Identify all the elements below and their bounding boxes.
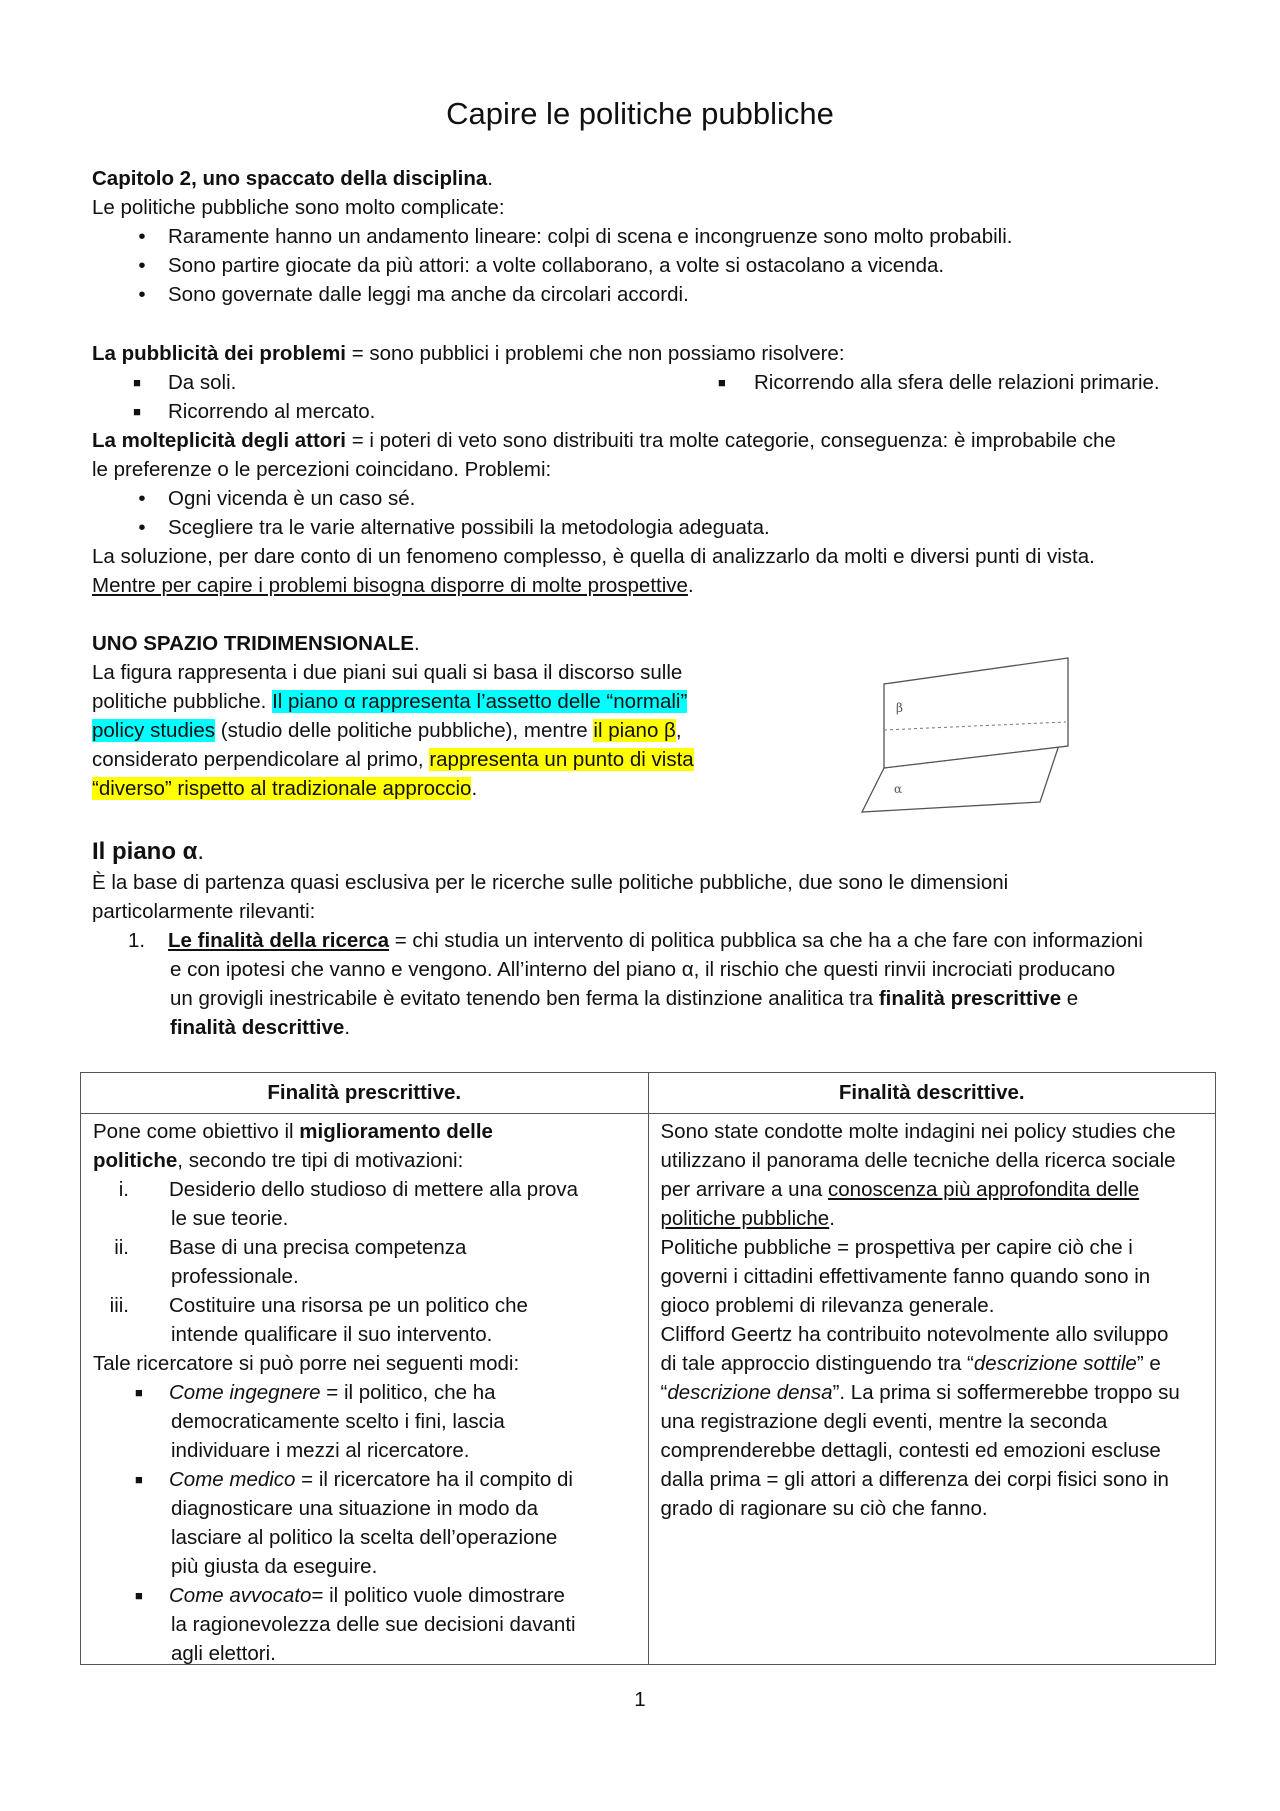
numbered-item-cont: e con ipotesi che vanno e vengono. All’interno del piano α, il rischio che questi rinvii incrociati producano: [170, 958, 1116, 981]
numbered-item-cont: un grovigli inestricabile è evitato tenendo ben ferma la distinzione analitica tra finalità prescrittive e: [170, 987, 1079, 1010]
header-descrittive: Finalità descrittive.: [648, 1073, 1216, 1114]
molteplicita-definition-cont: le preferenze o le percezioni coincidano. Problemi:: [92, 458, 552, 481]
table-row: [81, 1114, 1216, 1665]
document-page: Capire le politiche pubbliche Capitolo 2, uno spaccato della disciplina. Le politiche pubbliche sono molto complicate: • Raramente hanno un andamento lineare: colpi di scena e incongruenze sono molto probabili. • Sono partire giocate da più attori: a volte collaborano, a volte si ostacolano a vicenda. • Sono governate dalle leggi ma anche da circolari accordi. La pubblicità dei problemi = sono pubblici i problemi che non possiamo risolvere: ■ Da soli. ■ Ricorrendo alla sfera delle relazioni primarie. ■ Ricorrendo al mercato. La molteplicità degli attori = i poteri di veto sono distribuiti tra molte categorie, conseguenza: è improbabile che le preferenze o le percezioni coincidano. Problemi: • Ogni vicenda è un caso sé. • Scegliere tra le varie alternative possibili la metodologia adeguata. La soluzione, per dare conto di un fenomeno complesso, è quella di analizzarlo da molti e diversi punti di vista. Mentre per capire i problemi bisogna disporre di molte prospettive. UNO SPAZIO TRIDIMENSIONALE. La figura rappresenta i due piani sui quali si basa il discorso sulle politiche pubbliche. Il piano α rappresenta l’assetto delle “normali” policy studies (studio delle politiche pubbliche), mentre il piano β, considerato perpendicolare al primo, rappresenta un punto di vista “diverso” rispetto al tradizionale approccio. β α Il piano α. È la base di partenza quasi esclusiva per le ricerche sulle politiche pubbliche, due sono le dimensioni particolarmente rilevanti: 1. Le finalità della ricerca = chi studia un intervento di politica pubblica sa che ha a che fare con informazioni e con ipotesi che vanno e vengono. All’interno del piano α, il rischio che questi rinvii incrociati producano un grovigli inestricabile è evitato tenendo ben ferma la distinzione analitica tra finalità prescrittive e finalità descrittive. Finalità prescrittive. Finalità descrittive. Pone come obiettivo il miglioramento delle politiche, secondo tre tipi di motivazioni: i. Desiderio dello studioso di mettere alla prova le sue teorie. ii. Base di una precisa competenza professionale. iii. Costituire una risorsa pe un politico che intende qualificare il suo intervento. Tale ricercatore si può porre nei seguenti modi: ■ Come ingegnere = il politico, che ha democraticamente scelto i fini, lascia individuare i mezzi al ricercatore. ■ Come medico = il ricercatore ha il compito di diagnosticare una situazione in modo da lasciare al politico la scelta dell’operazione più giusta da eseguire. ■ Come avvocato= il politico vuole dimostrare la ragionevolezza delle sue decisioni davanti agli elettori. Sono state condotte molte indagini nei policy studies che utilizzano il panorama delle tecniche della ricerca sociale per arrivare a una conoscenza più approfondita delle politiche pubbliche. Politiche pubbliche = prospettiva per capire ciò che i governi i cittadini effettivamente fanno quando sono in gioco problemi di rilevanza generale. Clifford Geertz ha contribuito notevolmente allo sviluppo di tale approccio distinguendo tra “descrizione sottile” e “descrizione densa”. La prima si soffermerebbe troppo su una registrazione degli eventi, mentre la seconda comprenderebbe dettagli, contesti ed emozioni escluse dalla prima = gli attori a differenza dei corpi fisici sono in grado di ragionare su ciò che fanno. 1: [0, 0, 1280, 1811]
table-header-row: [81, 1073, 1216, 1114]
page-number: 1: [634, 1688, 646, 1711]
piano-alpha-text: È la base di partenza quasi esclusiva per le ricerche sulle politiche pubbliche, due sono le dimensioni: [92, 871, 1009, 894]
molteplicita-underlined: Mentre per capire i problemi bisogna disporre di molte prospettive.: [92, 574, 694, 597]
chapter-heading: Capitolo 2, uno spaccato della disciplina: [92, 167, 488, 190]
spazio-text: politiche pubbliche. Il piano α rappresenta l’assetto delle “normali”: [92, 690, 688, 713]
molteplicita-definition: La molteplicità degli attori = i poteri di veto sono distribuiti tra molte categorie, conseguenza: è improbabile che: [92, 429, 1116, 452]
cell-descrittive: Sono state condotte molte indagini nei policy studies che utilizzano il panorama delle tecniche della ricerca sociale per arrivare a una conoscenza più approfondita delle politiche pubbliche. Politiche pubbliche = prospettiva per capire ciò che i governi i cittadini effettivamente fanno quando sono in gioco problemi di rilevanza generale. Clifford Geertz ha contribuito notevolmente allo sviluppo di tale approccio distinguendo tra “descrizione sottile” e “descrizione densa”. La prima si soffermerebbe troppo su una registrazione degli eventi, mentre la seconda comprenderebbe dettagli, contesti ed emozioni escluse dalla prima = gli attori a differenza dei corpi fisici sono in grado di ragionare su ciò che fanno.: [648, 1114, 1216, 1665]
spazio-text: policy studies (studio delle politiche pubbliche), mentre il piano β,: [92, 719, 682, 742]
plane-beta: [884, 658, 1068, 768]
finalita-table: [80, 1072, 1216, 1665]
spazio-text: considerato perpendicolare al primo, rappresenta un punto di vista: [92, 748, 694, 771]
chapter-intro: Le politiche pubbliche sono molto complicate:: [92, 196, 505, 219]
document-title: Capire le politiche pubbliche: [446, 96, 834, 131]
spazio-heading: UNO SPAZIO TRIDIMENSIONALE.: [92, 632, 420, 655]
planes-figure: [860, 648, 1080, 820]
piano-alpha-heading: Il piano α.: [92, 838, 205, 865]
spazio-text: “diverso” rispetto al tradizionale approccio.: [92, 777, 478, 800]
chapter-heading-line: Capitolo 2, uno spaccato della disciplina.: [92, 167, 493, 190]
molteplicita-solution: La soluzione, per dare conto di un fenomeno complesso, è quella di analizzarlo da molti e diversi punti di vista.: [92, 545, 1095, 568]
header-prescrittive: Finalità prescrittive.: [81, 1073, 649, 1114]
pubblicita-definition: La pubblicità dei problemi = sono pubblici i problemi che non possiamo risolvere:: [92, 342, 845, 365]
spazio-text: La figura rappresenta i due piani sui quali si basa il discorso sulle: [92, 661, 683, 684]
cell-prescrittive: Pone come obiettivo il miglioramento delle politiche, secondo tre tipi di motivazioni: i. Desiderio dello studioso di mettere alla prova le sue teorie. ii. Base di una precisa competenza professionale. iii. Costituire una risorsa pe un politico che intende qualificare il suo intervento. Tale ricercatore si può porre nei seguenti modi: ■ Come ingegnere = il politico, che ha democraticamente scelto i fini, lascia individuare i mezzi al ricercatore. ■ Come medico = il ricercatore ha il compito di diagnosticare una situazione in modo da lasciare al politico la scelta dell’operazione più giusta da eseguire. ■ Come avvocato= il politico vuole dimostrare la ragionevolezza delle sue decisioni davanti agli elettori.: [81, 1114, 649, 1665]
piano-alpha-text: particolarmente rilevanti:: [92, 900, 316, 923]
numbered-item-cont: finalità descrittive.: [170, 1016, 351, 1039]
alpha-label: α: [894, 782, 903, 796]
beta-label: β: [896, 701, 903, 715]
